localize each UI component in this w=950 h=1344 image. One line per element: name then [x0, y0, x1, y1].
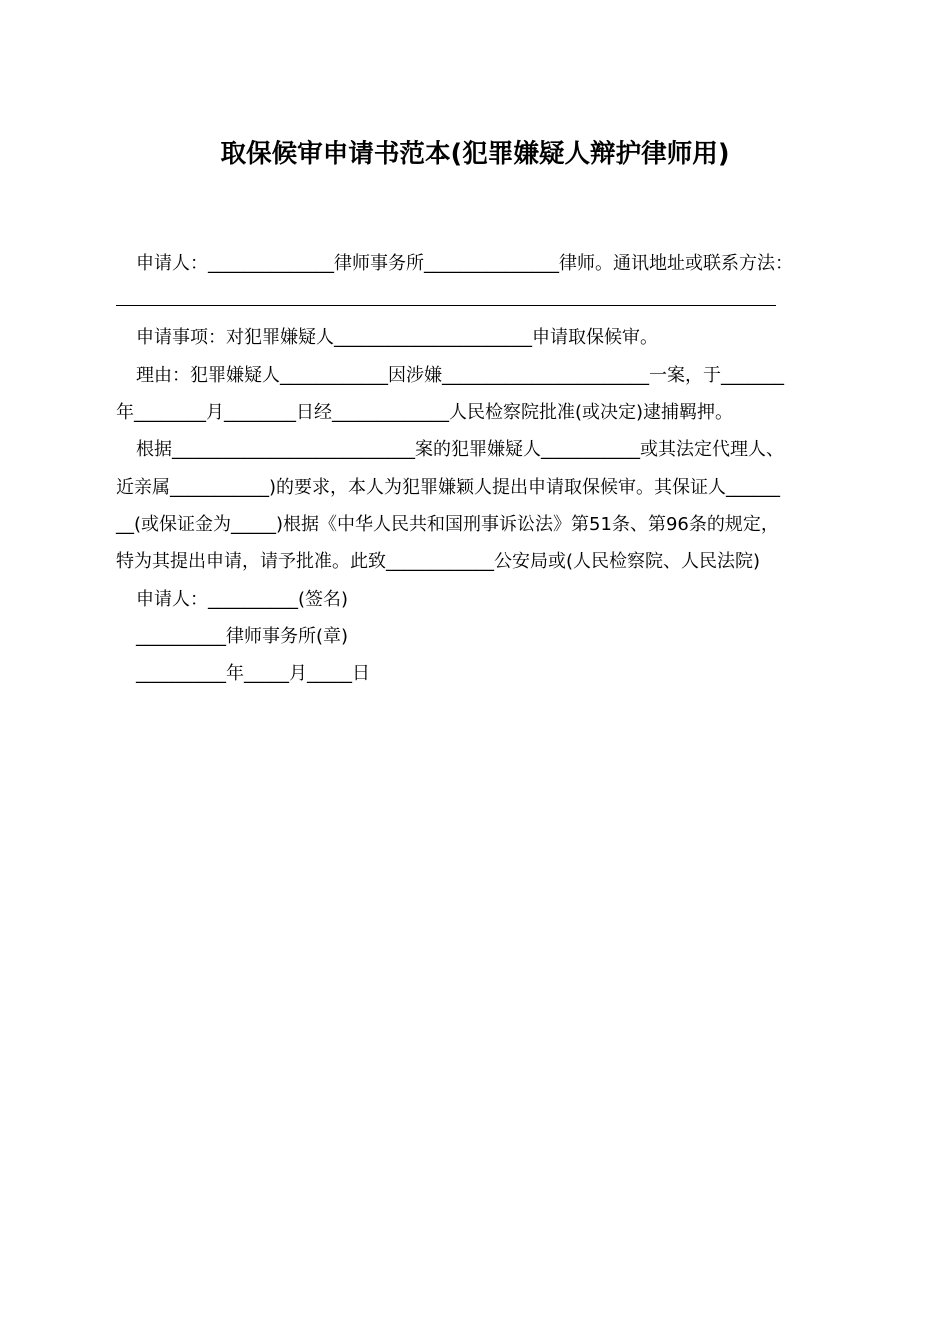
date-line: __________年_____月_____日 [136, 663, 370, 684]
signature-line: 申请人：__________(签名) [136, 589, 349, 610]
document-title: 取保候审申请书范本(犯罪嫌疑人辩护律师用) [220, 139, 730, 169]
applicant-line: 申请人：______________律师事务所_______________律师。通讯地址或联系方法： [136, 253, 793, 274]
basis-line-4: 特为其提出申请，请予批准。此致____________公安局或(人民检察院、人民法院) [116, 551, 761, 572]
reason-line-2: 年________月________日经_____________人民检察院批准(或决定)逮捕羁押。 [116, 402, 734, 423]
basis-line-1: 根据___________________________案的犯罪嫌疑人___________或其法定代理人、 [136, 439, 784, 460]
application-matter-line: 申请事项：对犯罪嫌疑人______________________申请取保候审。 [136, 327, 658, 348]
reason-line-1: 理由：犯罪嫌疑人____________因涉嫌_______________________一案，于_______ [136, 365, 784, 386]
basis-line-2: 近亲属___________)的要求，本人为犯罪嫌颖人提出申请取保候审。其保证人______ [116, 477, 781, 498]
law-firm-seal-line: __________律师事务所(章) [136, 626, 349, 647]
contact-address-blank [116, 305, 776, 306]
basis-line-3: __(或保证金为_____)根据《中华人民共和国刑事诉讼法》第51条、第96条的规定， [116, 514, 779, 535]
